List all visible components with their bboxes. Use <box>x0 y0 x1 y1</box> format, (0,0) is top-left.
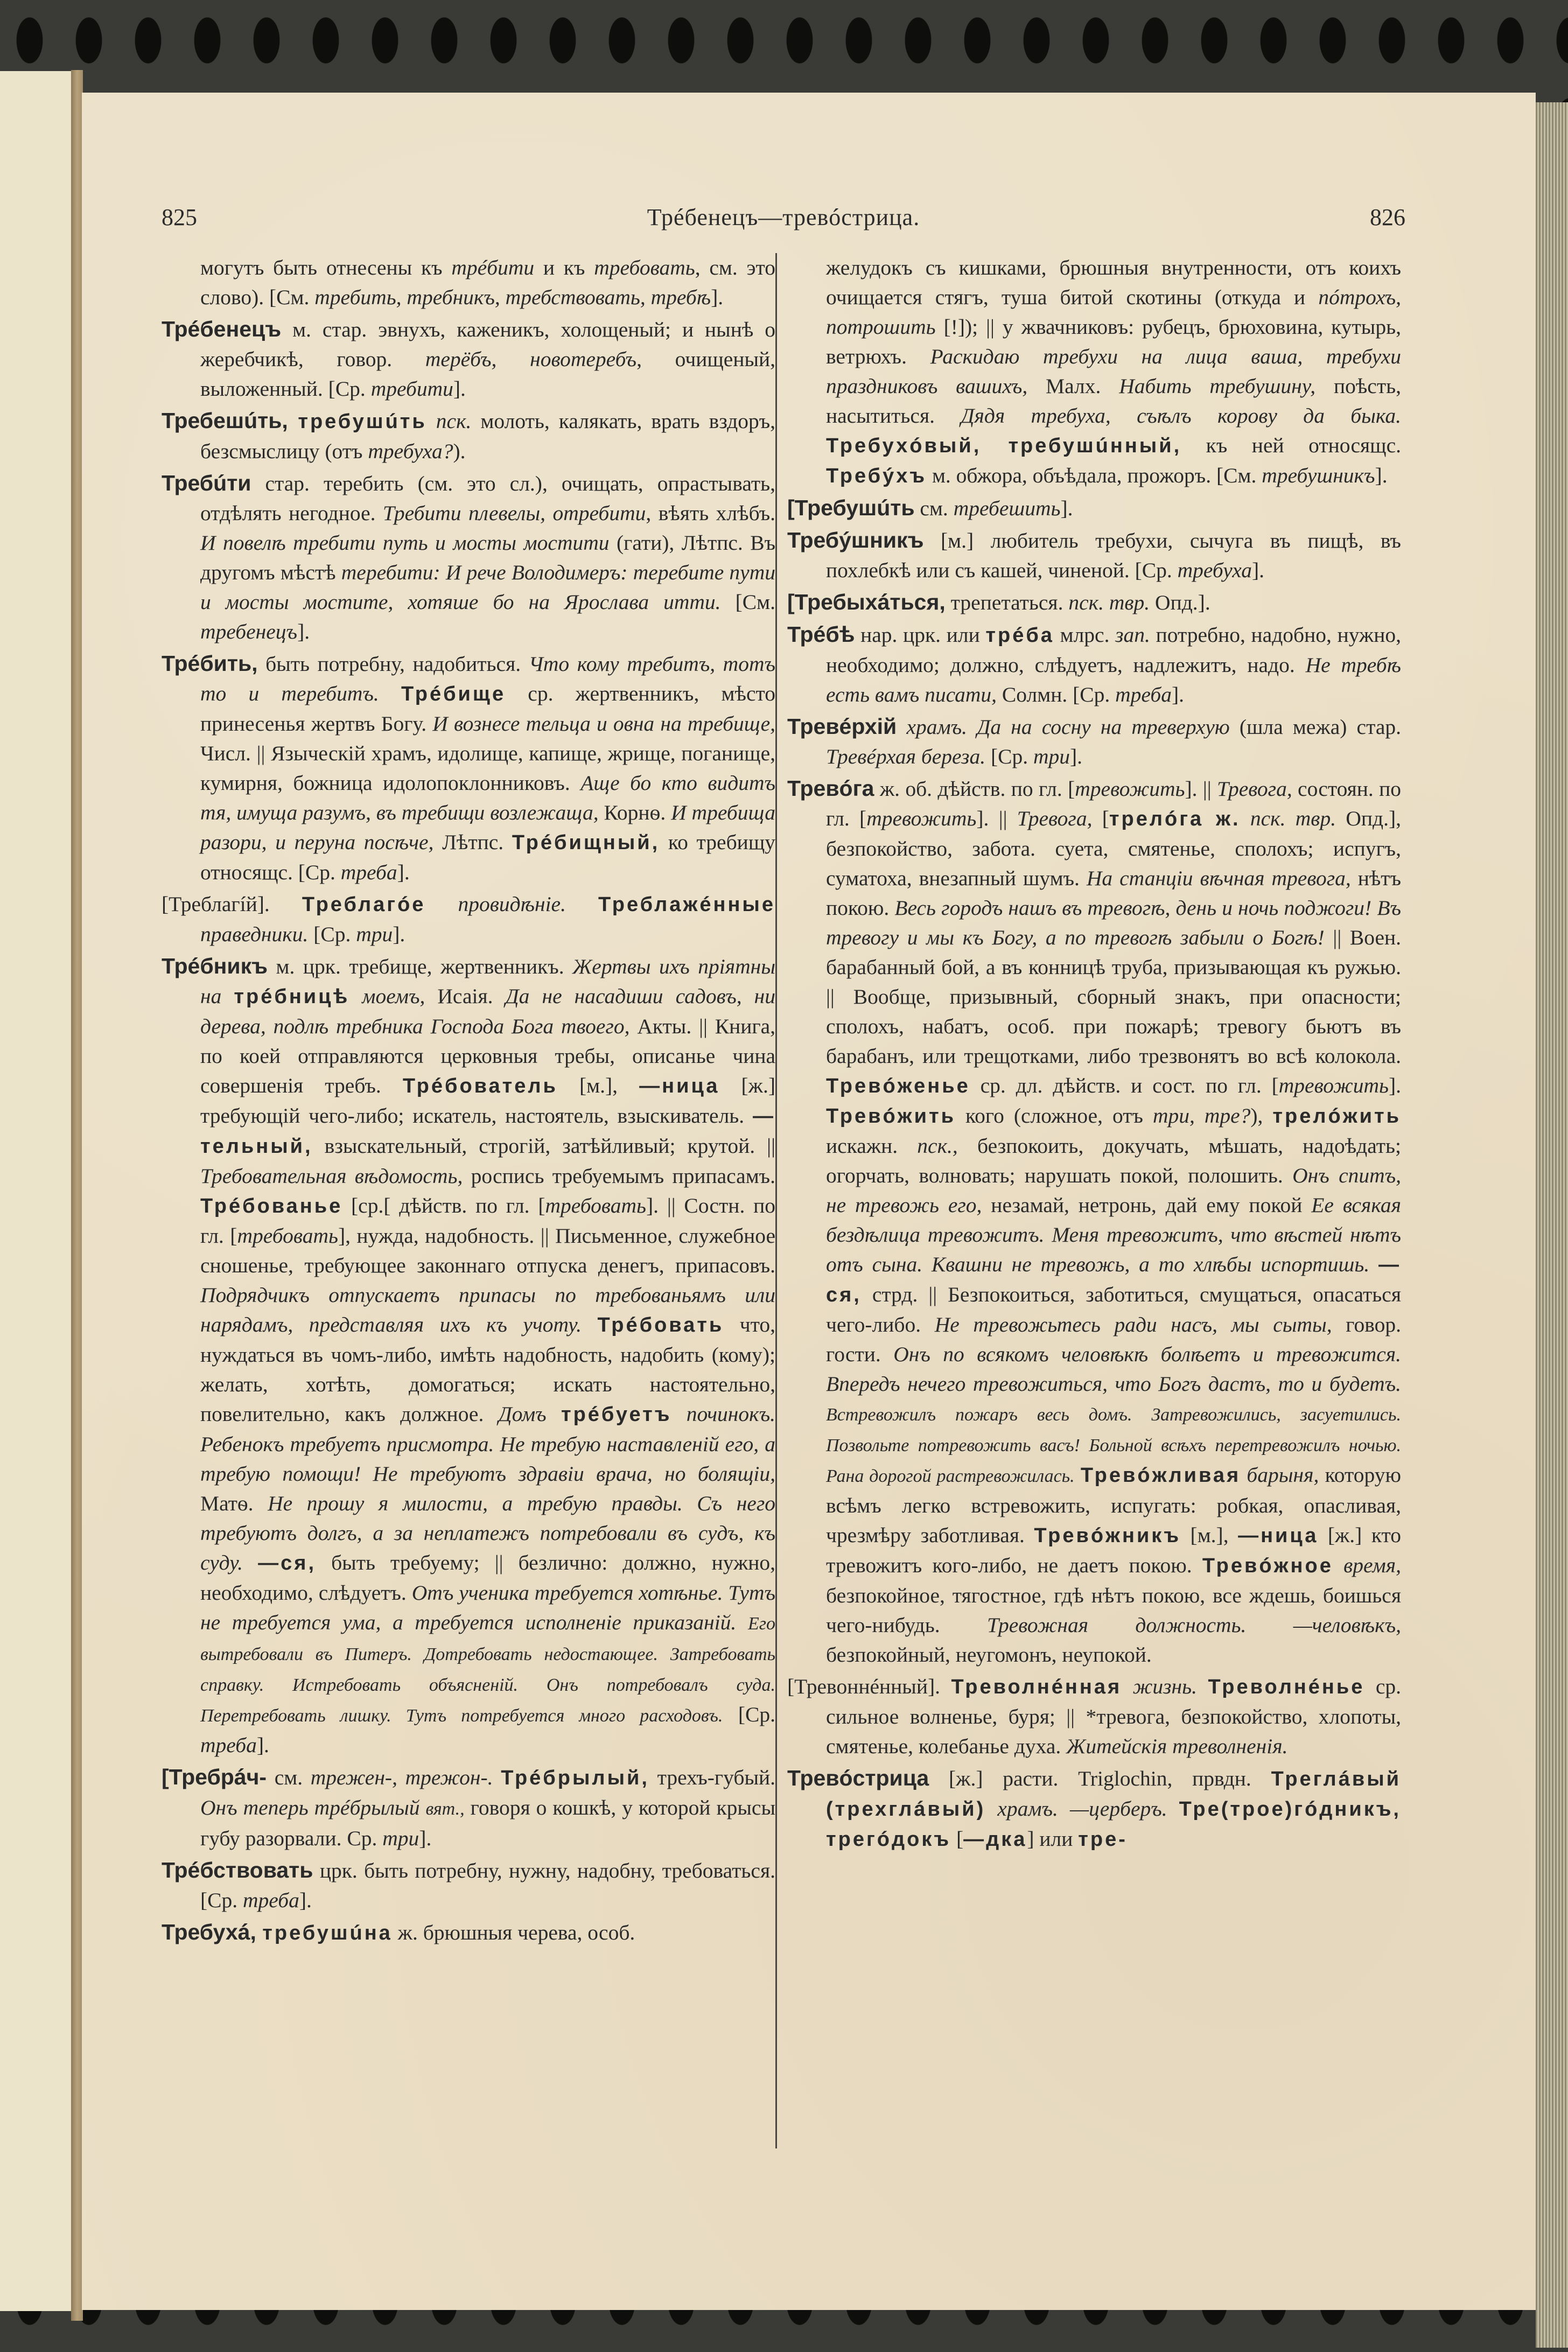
example-italic: Тревожная должность. —человѣкъ, <box>986 1613 1402 1637</box>
example-italic: треба <box>1115 683 1172 706</box>
definition-text: Акты. || Книга, по коей отправляются церковныя требы, описанье чина совершенія требъ. <box>200 1014 775 1097</box>
definition-text: (гати), Лѣтпс. Въ другомъ мѣстѣ <box>200 531 775 584</box>
dictionary-entry-trebeshit <box>162 406 775 466</box>
definition-text: безпокойный, неугомонъ, неупокой. <box>826 1643 1152 1667</box>
example-italic: Тревога, <box>1017 807 1093 830</box>
example-italic: Весь городъ нашъ въ тревогѣ, день и ночь поджоги! Въ тревогу и мы къ Богу, а по тревогѣ забыли о Богѣ! <box>826 896 1401 949</box>
derived-headword: —ница <box>639 1075 720 1097</box>
running-title: Трéбенецъ—тревóстрица. <box>647 204 920 230</box>
headword: Тревóстрица <box>787 1766 929 1790</box>
derived-headword: Тревóжить <box>826 1105 956 1128</box>
headword: Трéбить, <box>162 651 258 676</box>
example-italic: тревожить <box>1278 1074 1389 1097</box>
definition-text: ]. <box>419 1826 432 1850</box>
definition-text: кого (сложное, отъ <box>955 1104 1153 1128</box>
example-italic: требовать <box>545 1194 646 1217</box>
definition-text: см. <box>914 496 954 520</box>
example-italic: требушникъ <box>1262 464 1375 487</box>
derived-headword: Треблажéнные <box>598 893 776 916</box>
column-divider <box>775 253 777 2148</box>
definition-text: [Ср. <box>308 922 356 946</box>
definition-text: [Ср. <box>723 1703 775 1726</box>
example-italic: Набить требушину, <box>1119 374 1316 398</box>
example-italic: треба <box>200 1733 257 1757</box>
page-number-left: 825 <box>162 204 197 230</box>
definition-text <box>1333 1553 1343 1577</box>
example-italic: три <box>1033 745 1070 768</box>
example-italic: три <box>382 1826 419 1850</box>
definition-text: стар. теребить (см. это сл.), очищать, опрастывать, отдѣлять негодное. <box>200 472 775 525</box>
definition-text: ср. сильное волненье, буря; || *тревога, безпокойство, хлопоты, смятенье, колебанье духа. <box>826 1675 1402 1758</box>
definition-text: нѣтъ покою. <box>826 866 1401 920</box>
example-italic: время, <box>1343 1553 1401 1577</box>
example-italic: И вознесе тельца и овна на требище, <box>432 712 775 736</box>
dictionary-entry-trebushnik <box>787 526 1401 585</box>
headword: [Требыхáться, <box>787 590 946 614</box>
derived-headword: —тельный, <box>200 1105 775 1158</box>
headword: Трéбствовать <box>162 1858 313 1882</box>
example-italic: пóтрохъ, потрошить <box>826 285 1401 339</box>
definition-text: Исаія. <box>425 984 506 1008</box>
example-italic: пск. твр. <box>1250 807 1336 830</box>
example-italic: И повелѣ требити путь и мосты мостити <box>200 531 610 555</box>
example-italic: тревожить <box>866 807 977 830</box>
definition-text: (шла межа) стар. <box>1229 715 1401 739</box>
headword: Требешúть, <box>162 408 298 433</box>
definition-text <box>425 892 458 916</box>
example-italic: зап. <box>1115 623 1150 647</box>
definition-text <box>1197 1675 1208 1698</box>
definition-text <box>493 1766 501 1789</box>
definition-text <box>349 984 362 1008</box>
facing-page-edge <box>0 71 74 2311</box>
headword: Трéбѣ <box>787 622 855 647</box>
definition-text: || Воен. барабанный бой, а въ конницѣ труба, призывающая къ ружью. || Вообще, призывный, сборный знакъ, при опасности; сполохъ, набатъ, особ. при пожарѣ; тревогу бьютъ въ барабанъ, или трещотками, либо трезвонятъ во всѣ колокола. <box>826 926 1401 1068</box>
example-italic: жизнь. <box>1132 1675 1197 1698</box>
example-italic: трéбити <box>451 256 535 279</box>
example-italic: Онъ спитъ, не тревожь его, <box>826 1164 1402 1217</box>
definition-text: Малх. <box>1027 374 1119 398</box>
example-italic: треба <box>340 860 397 884</box>
definition-text <box>1075 1463 1081 1487</box>
definition-text: быть потребну, надобиться. <box>257 652 529 676</box>
definition-text: взыскательный, строгій, затѣйливый; крутой. || <box>312 1134 775 1158</box>
example-italic: Жертвы ихъ пріятны на <box>200 955 775 1008</box>
dictionary-entry-trebe <box>787 620 1401 710</box>
definition-text: ср. дл. дѣйств. и сост. по гл. [ <box>970 1074 1279 1097</box>
definition-text: могутъ быть отнесены къ <box>200 256 452 279</box>
example-italic: требенецъ <box>200 620 298 643</box>
example-italic: требуха <box>1177 558 1252 582</box>
definition-text: поѣсть, насытиться. <box>826 374 1401 428</box>
definition-text: искажн. <box>826 1134 918 1158</box>
definition-text: ]. <box>1070 745 1083 768</box>
dictionary-entry-trevostritsa <box>787 1763 1401 1854</box>
page-fore-edge <box>1536 102 1568 2348</box>
definition-text: [м.] любитель требухи, сычуга въ пищѣ, въ похлебкѣ или съ кашей, чиненой. [Ср. <box>826 529 1401 582</box>
definition-text: [ <box>951 1827 964 1851</box>
definition-text: , см. это слово). [См. <box>200 256 775 309</box>
example-italic: требовать <box>237 1224 338 1248</box>
definition-text: говор. гости. <box>826 1313 1402 1366</box>
definition-text: Корнѳ. <box>598 801 671 824</box>
example-italic: требовать <box>594 256 695 279</box>
example-italic: Его вытребовали въ Питеръ. Дотребовать недостающее. Затребовать справку. Истребовать объясненій. Онъ потребовалъ суда. Перетребовать лишку. Тутъ потребуется много расходовъ. <box>200 1614 775 1726</box>
definition-text: [!]); || у жвачниковъ: рубецъ, брюховина, кутырь, ветрюхъ. <box>826 315 1401 368</box>
definition-text: молоть, калякать, врать вздоръ, безсмыслицу (отъ <box>200 409 776 463</box>
definition-text: ]. <box>1060 496 1073 520</box>
definition-text: ], нужда, надобность. || Письменное, служебное сношенье, требующее законнаго отпуска денегъ, припасовъ. <box>200 1224 776 1277</box>
example-italic: теребити: И рече Володимеръ: теребите пути и мосты мостите, хотяше бо на Ярослава итти. <box>200 561 775 614</box>
definition-text <box>1241 807 1250 830</box>
derived-headword: Тревóжникъ <box>1034 1524 1181 1547</box>
definition-text: ср. жертвенникъ, мѣсто принесенья жертвъ Богу. <box>200 682 775 736</box>
dictionary-entry-trevoga <box>787 774 1401 1670</box>
definition-text: Числ. || Языческій храмъ, идолище, капище, жрище, поганище, кумирня, божница идолопоклонниковъ. <box>200 741 775 795</box>
derived-headword: трéбуетъ <box>561 1403 672 1426</box>
example-italic: пск. твр. <box>1068 591 1150 614</box>
definition-text <box>566 892 598 916</box>
definition-text: [ср.[ дѣйств. по гл. [ <box>342 1194 545 1217</box>
headword: Трéбникъ <box>162 954 268 978</box>
definition-text: , вѣять хлѣбъ. <box>646 501 775 525</box>
example-italic: починокъ. Ребенокъ требуетъ присмотра. Не требую наставленій его, а требую помощи! Не требуютъ здравіи врача, но болящіи, <box>200 1402 776 1486</box>
page-header <box>162 204 1405 236</box>
definition-text: млрс. <box>1054 623 1116 647</box>
derived-headword: —ся, <box>826 1254 1402 1306</box>
definition-text: Опд.]. <box>1150 591 1210 614</box>
dictionary-entry-trebenets <box>162 314 775 404</box>
definition-text: , очищеный, выложенный. [Ср. <box>200 347 776 401</box>
definition-text: м. стар. эвнухъ, каженикъ, холощеный; и нынѣ о жеребчикѣ, говор. <box>200 318 775 371</box>
page-number-right: 826 <box>1370 204 1405 230</box>
definition-text <box>547 1402 561 1426</box>
definition-text: [См. <box>720 590 775 614</box>
headword: Тревóга <box>787 776 874 801</box>
book-gutter <box>71 70 83 2321</box>
definition-text: Опд.], безпокойство, забота. суета, смятенье, сполохъ; испугъ, суматоха, внезапный шумъ. <box>826 807 1402 890</box>
derived-headword: Тревóжное <box>1202 1555 1333 1577</box>
derived-headword: —ся, <box>258 1552 317 1574</box>
derived-headword: тре- <box>1078 1828 1128 1851</box>
derived-headword: требушúть <box>298 410 427 433</box>
example-italic: вят., <box>425 1799 465 1819</box>
derived-headword: трелóжить <box>1272 1105 1401 1128</box>
dictionary-entry-trebykhatsya <box>787 587 1401 618</box>
example-italic: Онъ по всякомъ человѣкѣ болѣетъ и тревожится. Впередъ нечего тревожиться, что Богъ дастъ, то и будетъ. <box>826 1342 1401 1396</box>
example-italic: провидѣніе. <box>458 892 566 916</box>
definition-text <box>1241 1463 1247 1487</box>
definition-text: ж. об. дѣйств. по гл. [ <box>874 777 1075 801</box>
example-italic: трежен-, трежон-. <box>310 1766 493 1789</box>
definition-text: црк. быть потребну, нужну, надобну, требоваться. [Ср. <box>200 1859 775 1912</box>
definition-text <box>1369 1252 1378 1276</box>
definition-text: ]. || Состн. по гл. [ <box>200 1194 775 1248</box>
definition-text <box>671 1402 686 1426</box>
example-italic: моемъ, <box>362 984 425 1008</box>
definition-text: ]. <box>1388 1074 1401 1097</box>
definition-text: ]. <box>393 922 405 946</box>
definition-text: Лѣтпс. <box>433 830 512 854</box>
derived-headword: требушúна <box>262 1922 393 1944</box>
definition-text <box>736 1611 748 1634</box>
example-italic: Не прошу я милости, а требую правды. Съ него требуютъ долгъ, а за неплатежъ потребовали въ судъ, къ суду. <box>200 1492 775 1574</box>
dictionary-entry-trebukha <box>162 1917 775 1948</box>
definition-text: быть требуему; || безлично: должно, нужно, необходимо, слѣдуетъ. <box>200 1551 775 1605</box>
derived-headword: Трéбищный, <box>512 831 660 854</box>
definition-text: ]. <box>256 1733 269 1757</box>
example-italic: Требовательная вѣдомость, <box>200 1164 463 1188</box>
example-italic: Да не насадиши садовъ, ни дерева, подлѣ требника Господа Бога твоего, <box>200 984 775 1038</box>
definition-text: [м.], <box>1181 1523 1238 1547</box>
example-italic: Не тревожьтесь ради насъ, мы сыты, <box>934 1313 1332 1336</box>
example-italic: Подрядчикъ отпускаетъ припасы по требованьямъ или нарядамъ, представляя ихъ къ учоту. <box>200 1283 775 1336</box>
derived-headword: Трéбовать <box>597 1314 724 1336</box>
derived-headword: трéба <box>985 624 1054 647</box>
example-italic: требити <box>370 377 453 401</box>
definition-text: см. <box>267 1766 311 1789</box>
definition-text: м. обжора, объѣдала, прожоръ. [См. <box>927 464 1262 487</box>
example-italic: требешить <box>953 496 1061 520</box>
example-italic: пск. <box>436 409 472 433</box>
example-italic: На станціи вѣчная тревога, <box>1086 866 1351 890</box>
definition-text: [ж.] кто тревожитъ кого-либо, не даетъ покою. <box>826 1523 1401 1577</box>
headword: Тревéрхій <box>787 714 897 739</box>
dictionary-entry-cont <box>162 253 775 312</box>
definition-text: ). <box>453 439 466 463</box>
derived-headword: трелóга ж. <box>1109 808 1241 830</box>
definition-text: ] или <box>1027 1827 1079 1851</box>
derived-headword: Тре(трое)гóдникъ, трегóдокъ <box>826 1798 1401 1851</box>
definition-text: къ ней относящс. <box>1181 433 1402 457</box>
definition-text: стрд. || Безпокоиться, заботиться, смущаться, опасаться чего-либо. <box>826 1283 1401 1336</box>
example-italic: праведники. <box>200 922 309 946</box>
definition-text <box>1122 1675 1132 1698</box>
example-italic: три, тре? <box>1152 1104 1251 1128</box>
derived-headword: Требýхъ <box>826 465 927 487</box>
example-italic: терёбъ, новотеребъ <box>425 347 637 371</box>
definition-text: [ <box>1092 807 1109 830</box>
definition-text: незамай, нетронь, дай ему покой <box>982 1193 1312 1217</box>
definition-text: [Ср. <box>985 745 1033 768</box>
dictionary-entry-treverkhiy <box>787 712 1401 772</box>
left-column <box>162 253 775 1950</box>
definition-text: ]. <box>1375 464 1388 487</box>
example-italic: Онъ теперь трéбрылый <box>200 1796 420 1819</box>
example-italic: пск., <box>917 1134 958 1158</box>
definition-text: [Треблагíй]. <box>162 892 302 916</box>
definition-text: Солмн. [Ср. <box>997 683 1116 706</box>
definition-text <box>420 1796 426 1819</box>
derived-headword: —дка <box>963 1828 1027 1851</box>
definition-text: состоян. по гл. [ <box>826 777 1402 830</box>
dictionary-entry-trebit <box>162 649 775 887</box>
definition-text: которую всѣмъ легко встревожить, испугать: робкая, опасливая, чрезмѣру заботливая. <box>826 1463 1402 1547</box>
dictionary-entry-trebstvovat <box>162 1856 775 1915</box>
dictionary-entry-trebiti <box>162 468 775 647</box>
derived-headword: Треглáвый (трехглáвый) <box>826 1768 1401 1821</box>
definition-text: потребно, надобно, нужно, необходимо; должно, слѣдуетъ, надлежитъ, надо. <box>826 623 1401 677</box>
definition-text: ]. <box>397 860 410 884</box>
right-column <box>787 253 1401 1857</box>
definition-text: [м.], <box>557 1074 640 1097</box>
definition-text: ж. брюшныя черева, особ. <box>392 1921 635 1944</box>
example-italic: Встревожилъ пожаръ весь домъ. Затревожились, засуетились. Позвольте потревожить васъ! Больной всѣхъ перетревожилъ ночью. Рана дорогой растревожилась. <box>826 1405 1401 1486</box>
headword: Требухá, <box>162 1920 263 1944</box>
example-italic: треба <box>243 1888 299 1912</box>
dictionary-entry-trebushit <box>787 493 1401 523</box>
derived-headword: Треблагóе <box>302 893 426 916</box>
derived-headword: Трéбище <box>401 683 506 705</box>
definition-text: ]. <box>711 285 724 309</box>
definition-text: м. црк. требище, жертвенникъ. <box>268 955 573 978</box>
definition-text <box>379 682 401 705</box>
derived-headword: Требухóвый, требушúнный, <box>826 435 1182 457</box>
example-italic: тревожить <box>1075 777 1185 801</box>
headword: [Требушúть <box>787 495 915 520</box>
definition-text: ]. <box>299 1888 312 1912</box>
definition-text: ]. || <box>976 807 1017 830</box>
example-italic: Ее всякая бездѣлица тревожитъ. Меня тревожитъ, что вѣстей нѣтъ отъ сына. Квашни не тревожь, а то хлѣбы испортишь. <box>826 1193 1401 1276</box>
definition-text <box>897 715 906 739</box>
example-italic: Аще бо кто видитъ тя, имуща разумъ, въ требищи возлежаща, <box>200 771 775 824</box>
definition-text: трехъ-губый. <box>649 1766 775 1789</box>
example-italic: Тревéрхая береза. <box>826 745 986 768</box>
dictionary-entry-treblagiy <box>162 890 775 949</box>
derived-headword: Тревóжливая <box>1080 1464 1241 1487</box>
definition-text: говоря о кошкѣ, у которой крысы губу разорвали. Ср. <box>200 1796 776 1850</box>
definition-text: ]. <box>1252 558 1265 582</box>
example-italic: требуха? <box>368 439 453 463</box>
derived-headword: Тревóженье <box>826 1075 970 1097</box>
example-italic: Отъ ученика требуется хотѣнье. Тутъ не требуется ума, а требуется исполненіе приказаній. <box>200 1581 775 1634</box>
definition-text <box>582 1313 598 1336</box>
definition-text: ]. <box>453 377 466 401</box>
headword: Требýшникъ <box>787 528 924 552</box>
definition-text <box>243 1551 258 1574</box>
dictionary-entry-cont <box>787 253 1401 491</box>
headword: Требúти <box>162 471 251 495</box>
definition-text: нар. црк. или <box>855 623 986 647</box>
definition-text: безпокоить, докучать, мѣшать, надоѣдать; огорчать, волновать; нарушать покой, полошить. <box>826 1134 1401 1187</box>
headword: [Требрáч- <box>162 1765 267 1789</box>
definition-text: ко требищу относящс. [Ср. <box>200 830 775 884</box>
definition-text: [ж.] требующій чего-либо; искатель, настоятель, взыскиватель. <box>200 1074 775 1128</box>
example-italic: Тревога, <box>1217 777 1292 801</box>
definition-text: роспись требуемымъ припасамъ. <box>463 1164 775 1188</box>
dictionary-entry-trebnik <box>162 951 775 1760</box>
definition-text <box>1167 1797 1179 1821</box>
definition-text: [Тревоннéнный]. <box>787 1675 951 1698</box>
headword: Трéбенецъ <box>162 317 282 341</box>
example-italic: храмъ. —церберъ. <box>997 1797 1167 1821</box>
definition-text: желудокъ съ кишками, брюшныя внутренности, отъ коихъ очищается стягъ, туша битой скотины (откуда и <box>826 256 1401 309</box>
dictionary-entry-trebrach <box>162 1762 775 1853</box>
dictionary-entry-trevolnenny <box>787 1672 1401 1761</box>
example-italic: Дядя требуха, съѣлъ корову да быка. <box>961 404 1401 428</box>
derived-headword: —ница <box>1238 1524 1319 1547</box>
example-italic: Раскидаю требухи на лица ваша, требухи праздниковъ вашихъ, <box>826 345 1401 398</box>
definition-text: и къ <box>534 256 594 279</box>
derived-headword: Трéбрылый, <box>501 1767 649 1789</box>
example-italic: храмъ. Да на сосну на треверхую <box>906 715 1230 739</box>
definition-text: что, нуждаться въ чомъ-либо, имѣть надобность, надобить (кому); желать, хотѣть, домогаться; искать настоятельно, повелительно, какъ должное. <box>200 1313 776 1426</box>
definition-text: безпокойное, тягостное, гдѣ нѣтъ покою, все ждешь, боишься чего-нибудь. <box>826 1584 1401 1637</box>
derived-headword: Треволнéнная <box>951 1676 1122 1698</box>
definition-text: Матѳ. <box>200 1492 268 1515</box>
definition-text: ]. <box>297 620 310 643</box>
derived-headword: трéбницѣ <box>234 985 350 1008</box>
example-italic: барыня, <box>1247 1463 1319 1487</box>
example-italic: Не требѣ есть вамъ писати, <box>826 653 1401 706</box>
derived-headword: Треволнéнье <box>1208 1676 1365 1698</box>
example-italic: три <box>356 922 393 946</box>
example-italic: Что кому требитъ, тотъ то и теребитъ. <box>200 652 775 705</box>
definition-text: ]. || <box>1185 777 1217 801</box>
example-italic: Требити плевелы, отребити <box>382 501 646 525</box>
definition-text <box>985 1797 997 1821</box>
definition-text <box>427 409 436 433</box>
example-italic: требить, требникъ, требствовать, требѣ <box>314 285 711 309</box>
definition-text: [ж.] расти. Triglochin, првдн. <box>929 1767 1271 1790</box>
definition-text: ]. <box>1172 683 1185 706</box>
definition-text <box>221 984 234 1008</box>
derived-headword: Трéбователь <box>402 1075 558 1097</box>
definition-text: трепетаться. <box>945 591 1069 614</box>
derived-headword: Трéбованье <box>200 1195 343 1217</box>
example-italic: И требища разори, и перуна посѣче, <box>200 801 775 854</box>
example-italic: Житейскія треволненія. <box>1066 1734 1288 1758</box>
definition-text: ), <box>1250 1104 1273 1128</box>
example-italic: Домъ <box>498 1402 547 1426</box>
